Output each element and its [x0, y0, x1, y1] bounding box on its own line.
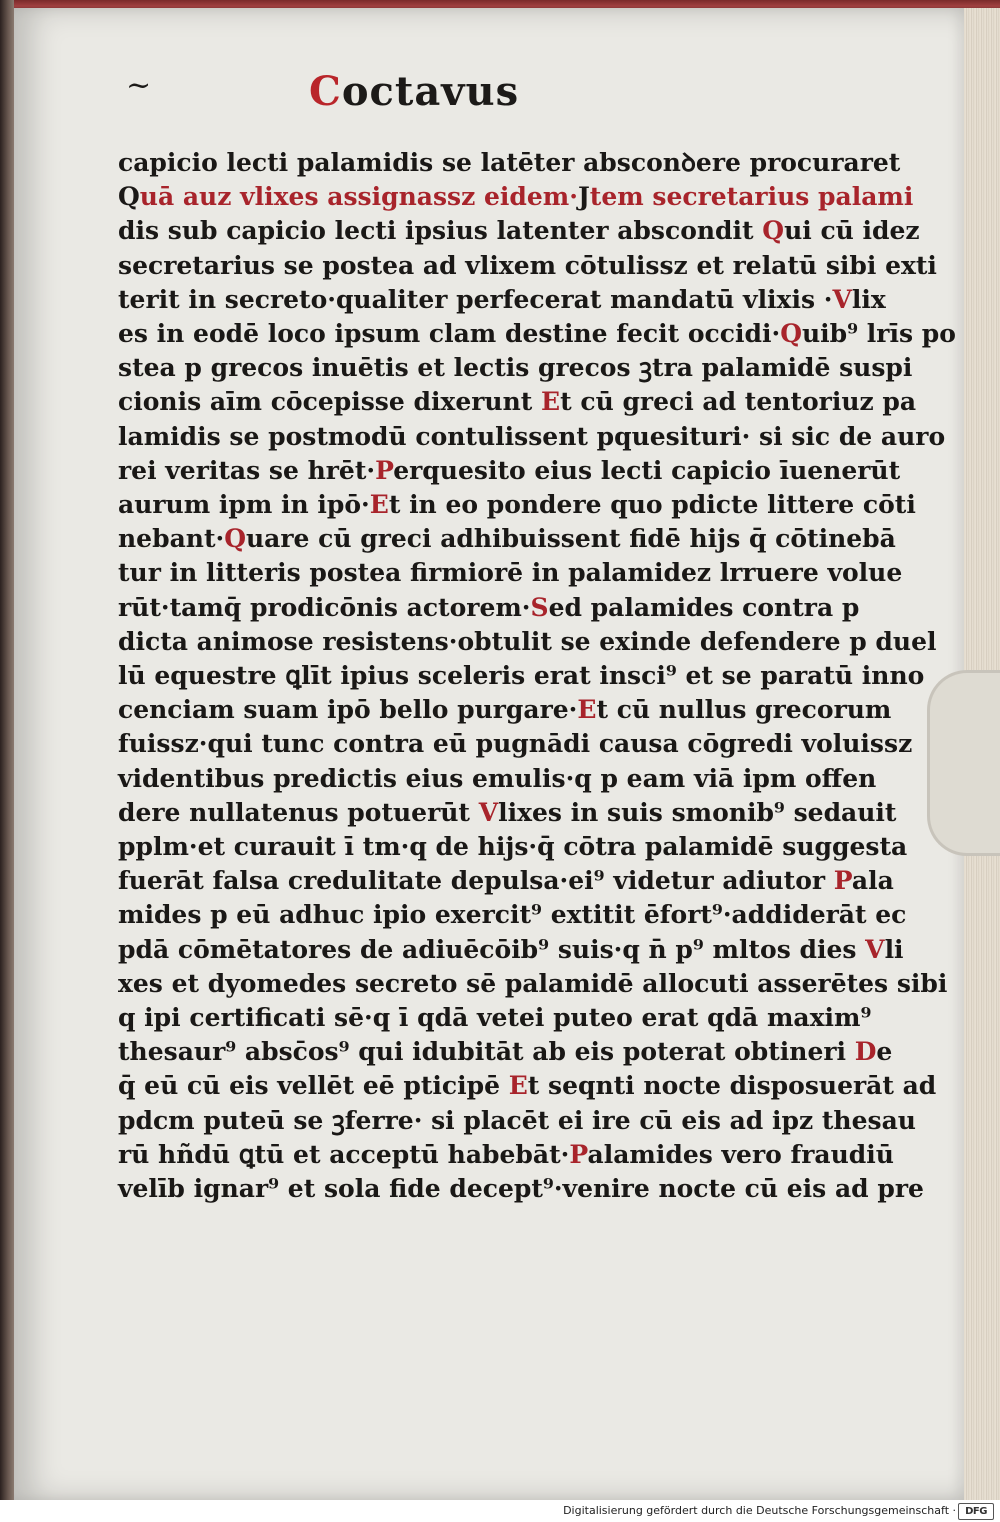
rubricated-initial: uā auz vlixes assignassz eidem· — [139, 182, 578, 212]
rubricated-initial: E — [369, 490, 389, 520]
clasp-tab — [927, 670, 1000, 856]
text-line — [118, 864, 894, 898]
text-segment: aurum ipm in ipō· — [118, 490, 370, 520]
text-line — [118, 385, 917, 419]
text-segment: pdā cōmētatores de adiuēcōib⁹ suis·q n̄ p⁹ mltos dies — [118, 934, 866, 964]
text-segment: tur in litteris postea firmiorē in palamidez lrruere volue — [118, 558, 903, 588]
footer-bar — [0, 1500, 1000, 1522]
page-header — [309, 68, 519, 115]
text-segment: thesaur⁹ absc̄os⁹ qui idubitāt ab eis poterat obtineri — [118, 1037, 855, 1067]
text-segment: xes et dyomedes secreto sē palamidē allocuti asserētes sibi — [118, 968, 948, 998]
text-line — [118, 762, 877, 796]
text-segment: pdcm puteū se ꝫferre· si placēt ei ire cū eis ad ipz thesau — [118, 1105, 916, 1135]
text-segment: cionis aīm cōcepisse dixerunt — [118, 387, 542, 417]
text-line — [118, 317, 956, 351]
text-segment: nebant· — [118, 524, 225, 554]
rubricated-initial: D — [854, 1037, 877, 1067]
text-segment: es in eodē loco ipsum clam destine fecit occidi· — [118, 319, 781, 349]
text-line — [118, 933, 904, 967]
rubricated-initial: E — [577, 695, 597, 725]
text-line — [118, 830, 908, 864]
text-segment: li — [884, 934, 904, 964]
rubricated-initial: Q — [224, 524, 246, 554]
text-segment: lamidis se postmodū contulissent pquesituri· si sic de auro — [118, 421, 946, 451]
text-segment: erquesito eius lecti capicio īuenerūt — [393, 455, 901, 485]
rubricated-initial: V — [478, 797, 499, 827]
text-segment: videntibus predictis eius emulis·q p eam viā ipm offen — [118, 763, 877, 793]
text-segment: velīb ignar⁹ et sola fide decept⁹·venire nocte cū eis ad pre — [118, 1174, 924, 1204]
text-line — [118, 420, 946, 454]
text-block — [118, 146, 956, 1206]
book-binding-left — [0, 0, 14, 1500]
rubricated-initial: P — [569, 1139, 588, 1169]
text-line — [118, 1172, 924, 1206]
rubricated-initial: P — [833, 866, 852, 896]
text-segment: t cū greci ad tentoriuz pa — [560, 387, 917, 417]
text-line — [118, 556, 903, 590]
text-line — [118, 146, 901, 180]
text-segment: secretarius se postea ad vlixem cōtulissz et relatū sibi exti — [118, 250, 937, 280]
rubricated-initial: P — [375, 455, 394, 485]
text-segment: t in eo pondere quo pdicte littere cōti — [388, 490, 916, 520]
rubricated-initial: S — [530, 592, 549, 622]
text-segment: uib⁹ lrīs po — [801, 319, 956, 349]
text-segment: q̄ eū cū eis vellēt eē pticipē — [118, 1071, 509, 1101]
text-line — [118, 454, 901, 488]
text-segment: fuerāt falsa credulitate depulsa·ei⁹ videtur adiutor — [118, 866, 834, 896]
text-line — [118, 625, 937, 659]
text-segment: alamides vero fraudiū — [587, 1139, 894, 1169]
text-segment: lū equestre ꝗlīt ipius sceleris erat insci⁹ et se paratū inno — [118, 661, 925, 691]
text-segment: dis sub capicio lecti ipsius latenter abscondit — [118, 216, 763, 246]
text-line — [118, 351, 913, 385]
text-segment: e — [876, 1037, 893, 1067]
text-segment: lixes in suis smonib⁹ sedauit — [498, 797, 897, 827]
text-segment: q ipi certificati sē·q ī qdā vetei puteo erat qdā maxim⁹ — [118, 1003, 872, 1033]
text-segment: stea p grecos inuētis et lectis grecos ꝫtra palamidē suspi — [118, 353, 913, 383]
text-segment: lix — [851, 284, 886, 314]
text-segment: ed palamides contra p — [548, 592, 860, 622]
rubricated-initial: tem secretarius palami — [589, 182, 914, 212]
text-segment: rūt·tamq̄ prodicōnis actorem· — [118, 592, 531, 622]
text-segment: ui cū idez — [784, 216, 920, 246]
text-line — [118, 180, 914, 214]
text-segment: rū hñdū ꝗtū et acceptū habebāt· — [118, 1139, 570, 1169]
rubricated-initial: Q — [762, 216, 785, 246]
rubricated-initial: V — [832, 284, 852, 314]
text-segment: capicio lecti palamidis se latēter absconꝺere procuraret — [118, 148, 901, 177]
text-segment: J — [577, 182, 590, 212]
text-segment: uare cū greci adhibuissent fidē hijs q̄ cōtinebā — [245, 524, 896, 554]
text-line — [118, 214, 920, 248]
text-segment: t seqnti nocte disposuerāt ad — [527, 1071, 937, 1101]
rubricated-initial: E — [541, 387, 561, 417]
text-segment: Q — [118, 182, 140, 212]
text-line — [118, 1001, 872, 1035]
text-line — [118, 967, 948, 1001]
text-segment: dicta animose resistens·obtulit se exinde defendere p duel — [118, 626, 937, 656]
text-line — [118, 283, 886, 317]
text-line — [118, 522, 896, 556]
text-line — [118, 1104, 916, 1138]
text-line — [118, 249, 937, 283]
text-line — [118, 1069, 937, 1103]
rubricated-initial: Q — [780, 319, 802, 349]
book-page — [14, 8, 964, 1500]
text-line — [118, 898, 907, 932]
text-line — [118, 693, 892, 727]
text-line — [118, 591, 860, 625]
text-line — [118, 488, 916, 522]
rubricated-initial: V — [865, 934, 885, 964]
header-initial: C — [309, 68, 342, 115]
text-segment: dere nullatenus potuerūt — [118, 797, 479, 827]
text-segment: mides p eū adhuc ipio exercit⁹ extitit ēfort⁹·addiderāt ec — [118, 900, 907, 930]
text-line — [118, 1035, 893, 1069]
text-line — [118, 796, 897, 830]
funding-credit: Digitalisierung gefördert durch die Deutsche Forschungsgemeinschaft · — [563, 1504, 956, 1517]
text-segment: ala — [851, 866, 894, 896]
header-mark: ~ — [126, 68, 152, 103]
text-segment: fuissz·qui tunc contra eū pugnādi causa cōgredi voluissz — [118, 729, 913, 759]
text-segment: t cū nullus grecorum — [596, 695, 892, 725]
text-line — [118, 659, 925, 693]
text-line — [118, 1138, 894, 1172]
text-segment: rei veritas se hrēt· — [118, 455, 376, 485]
text-segment: terit in secreto·qualiter perfecerat mandatū vlixis · — [118, 284, 833, 314]
rubricated-initial: E — [508, 1071, 528, 1101]
text-segment: cenciam suam ipō bello purgare· — [118, 695, 578, 725]
text-segment: pplm·et curauit ī tm·q de hijs·q̄ cōtra palamidē suggesta — [118, 832, 908, 862]
header-title: octavus — [341, 68, 520, 115]
dfg-logo: DFG — [958, 1503, 994, 1520]
text-line — [118, 727, 913, 761]
